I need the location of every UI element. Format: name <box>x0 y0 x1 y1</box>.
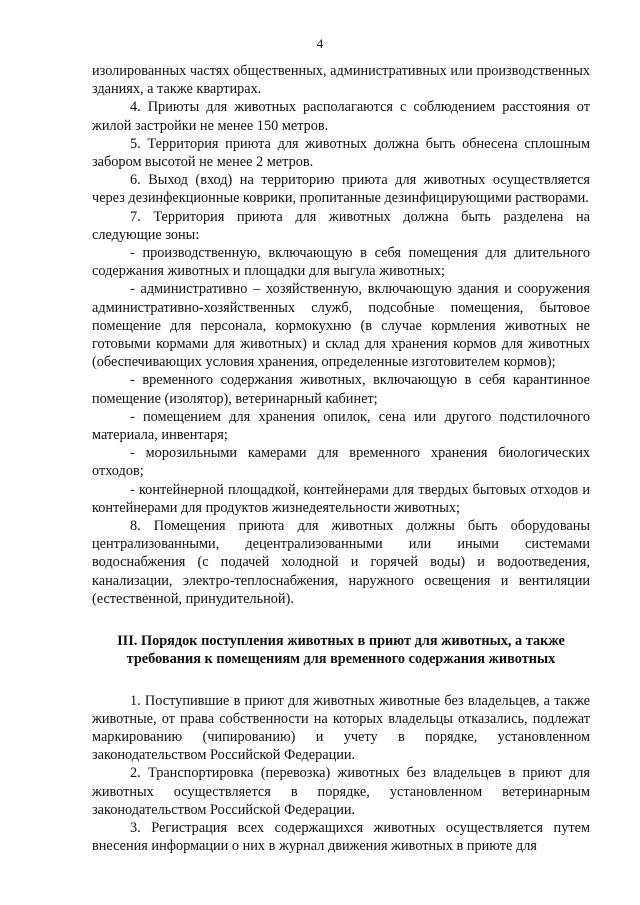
paragraph-item-4: 4. Приюты для животных располагаются с соблюдением расстояния от жилой застройки не менее 150 метров. <box>92 99 590 134</box>
section-heading-line-2: требования к помещениям для временного содержания животных <box>126 651 556 668</box>
page-number: 4 <box>316 36 324 51</box>
zone-list-item-temporary: - временного содержания животных, включающую в себя карантинное помещение (изолятор), ветеринарный кабинет; <box>92 372 590 407</box>
paragraph-continuation: изолированных частях общественных, административных или производственных зданиях, а также квартирах. <box>92 63 590 98</box>
paragraph-item-6: 6. Выход (вход) на территорию приюта для животных осуществляется через дезинфекционные коврики, пропитанные дезинфицирующими растворами. <box>92 172 590 207</box>
paragraph-item-7: 7. Территория приюта для животных должна быть разделена на следующие зоны: <box>92 208 590 243</box>
zone-list-item-production: - производственную, включающую в себя помещения для длительного содержания животных и площадки для выгула животных; <box>92 245 590 280</box>
page-content <box>92 62 590 855</box>
section-heading-line-1: III. Порядок поступления животных в приют для животных, а также <box>117 633 565 650</box>
paragraph-item-5: 5. Территория приюта для животных должна быть обнесена сплошным забором высотой не менее 2 метров. <box>92 135 590 171</box>
zone-list-item-freezers: - морозильными камерами для временного хранения биологических отходов; <box>92 445 590 480</box>
paragraph-section3-item-1: 1. Поступившие в приют для животных животные без владельцев, а также животные, от права собственности на которых владельцы отказались, подлежат маркированию (чипированию) и учету в порядке, установленном законодательством Российской Федерации. <box>92 692 590 764</box>
paragraph-section3-item-2: 2. Транспортировка (перевозка) животных без владельцев в приют для животных осуществляется в порядке, установленном ветеринарным законодательством Российской Федерации. <box>92 765 590 818</box>
zone-list-item-storage: - помещением для хранения опилок, сена или другого подстилочного материала, инвентаря; <box>92 408 590 444</box>
paragraph-item-8: 8. Помещения приюта для животных должны быть оборудованы централизованными, децентрализованными или иными системами водоснабжения (с подачей холодной и горячей воды) и водоотведения, канализации, электро-теплоснабжения, наружного освещения и вентиляции (естественной, принудительной). <box>92 518 590 607</box>
section-heading <box>92 632 590 668</box>
paragraph-section3-item-3: 3. Регистрация всех содержащихся животных осуществляется путем внесения информации о них в журнал движения животных в приюте для <box>92 819 590 855</box>
zone-list-item-containers: - контейнерной площадкой, контейнерами для твердых бытовых отходов и контейнерами для продуктов жизнедеятельности животных; <box>92 481 590 516</box>
zone-list-item-administrative: - административно – хозяйственную, включающую здания и сооружения административно-хозяйственных служб, подсобные помещения, бытовое помещение для персонала, кормокухню (в случае кормления животных не готовыми кормами для животных) и склад для хранения кормов для животных (обеспечивающих условия хранения, определенные изготовителем кормов); <box>92 281 590 371</box>
